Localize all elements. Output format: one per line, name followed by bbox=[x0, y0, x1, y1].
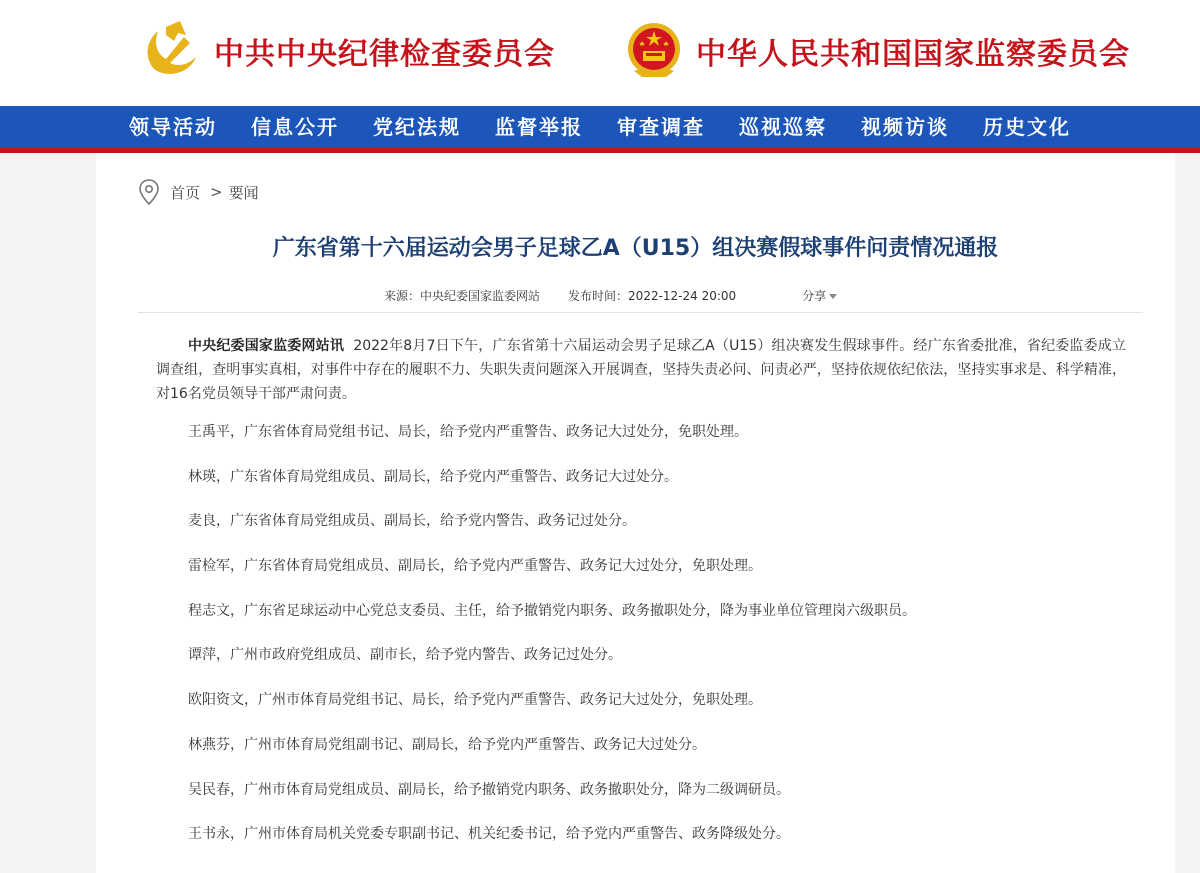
date-label: 发布时间： bbox=[568, 289, 629, 303]
source-label: 来源： bbox=[384, 289, 421, 303]
ccdi-title: 中共中央纪律检查委员会 bbox=[214, 37, 555, 72]
nav-item-history[interactable]: 历史文化 bbox=[983, 115, 1071, 139]
source-value: 中央纪委国家监委网站 bbox=[420, 289, 541, 303]
list-item: 林瑛，广东省体育局党组成员、副局长，给予党内严重警告、政务记大过处分。 bbox=[188, 468, 678, 485]
nsc-brand[interactable] bbox=[622, 16, 1130, 86]
list-item: 王禹平，广东省体育局党组书记、局长，给予党内严重警告、政务记大过处分，免职处理。 bbox=[188, 424, 748, 440]
list-item: 欧阳资文，广州市体育局党组书记、局长，给予党内严重警告、政务记大过处分，免职处理。 bbox=[188, 692, 762, 709]
site-header bbox=[0, 0, 1200, 106]
nsc-title: 中华人民共和国国家监察委员会 bbox=[696, 37, 1130, 72]
lead-paragraph bbox=[156, 334, 1126, 406]
nav-item-regulations[interactable]: 党纪法规 bbox=[373, 115, 461, 139]
breadcrumb bbox=[138, 179, 259, 205]
cpc-ccdi-brand[interactable] bbox=[140, 16, 555, 86]
divider bbox=[138, 312, 1143, 313]
list-item: 程志文，广东省足球运动中心党总支委员、主任，给予撤销党内职务、政务撤职处分，降为事业单位管理岗六级职员。 bbox=[188, 602, 916, 619]
nav-item-inspection[interactable]: 巡视巡察 bbox=[739, 115, 827, 139]
breadcrumb-separator: > bbox=[210, 183, 223, 201]
breadcrumb-current-link[interactable]: 要闻 bbox=[228, 183, 259, 202]
list-item: 雷检军，广东省体育局党组成员、副局长，给予党内严重警告、政务记大过处分，免职处理。 bbox=[188, 558, 762, 575]
nav-item-video[interactable]: 视频访谈 bbox=[861, 115, 949, 139]
list-item: 王书永，广州市体育局机关党委专职副书记、机关纪委书记，给予党内严重警告、政务降级处分。 bbox=[188, 826, 790, 843]
nav-item-disclosure[interactable]: 信息公开 bbox=[251, 115, 339, 139]
party-emblem-icon bbox=[140, 19, 204, 83]
share-label: 分享 bbox=[802, 289, 827, 303]
nav-item-leadership[interactable]: 领导活动 bbox=[129, 115, 217, 139]
location-pin-icon bbox=[138, 179, 160, 205]
nav-item-investigation[interactable]: 审查调查 bbox=[617, 115, 705, 139]
list-item: 麦良，广东省体育局党组成员、副局长，给予党内警告、政务记过处分。 bbox=[188, 513, 636, 530]
lead-text: 2022年8月7日下午，广东省第十六届运动会男子足球乙A（U15）组决赛发生假球事件。经广东省委批准，省纪委监委成立调查组，查明事实真相，对事件中存在的履职不力、失职失责问题深入开展调查，坚持失责必问、问责必严，坚持依规依纪依法，坚持实事求是、科学精准，对16名党员领导干部严肃问责。 bbox=[156, 338, 1126, 402]
article-meta bbox=[384, 287, 837, 304]
list-item: 林燕芬，广州市体育局党组副书记、副局长，给予党内严重警告、政务记大过处分。 bbox=[188, 736, 706, 753]
article-body bbox=[156, 334, 1126, 867]
breadcrumb-home-link[interactable]: 首页 bbox=[170, 183, 201, 202]
article-title: 广东省第十六届运动会男子足球乙A（U15）组决赛假球事件问责情况通报 bbox=[272, 236, 999, 261]
publish-date: 2022-12-24 20:00 bbox=[628, 288, 737, 303]
list-item: 谭萍，广州市政府党组成员、副市长，给予党内警告、政务记过处分。 bbox=[188, 647, 622, 664]
main-nav bbox=[0, 106, 1200, 153]
lead-source: 中央纪委国家监委网站讯 bbox=[188, 338, 345, 354]
nav-item-reporting[interactable]: 监督举报 bbox=[495, 115, 583, 139]
share-button[interactable] bbox=[802, 287, 837, 304]
chevron-down-icon bbox=[829, 294, 837, 299]
list-item: 吴民春，广州市体育局党组成员、副局长，给予撤销党内职务、政务撤职处分，降为二级调研员。 bbox=[188, 781, 790, 798]
article-panel bbox=[96, 153, 1175, 873]
national-emblem-icon bbox=[622, 19, 686, 83]
